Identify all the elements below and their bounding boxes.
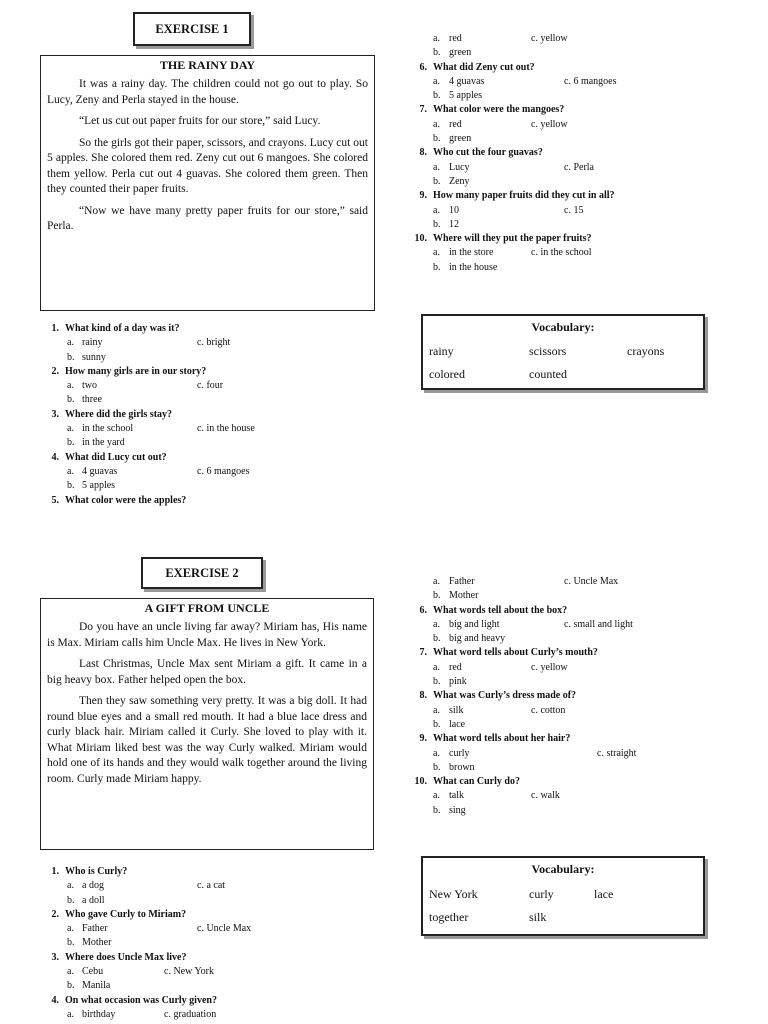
- answer-options: a. Father c. Uncle Max: [433, 576, 619, 587]
- answer-options: a. 10 c. 15: [433, 204, 584, 216]
- question: 10. Where will they put the paper fruits?: [414, 233, 592, 245]
- answer-options: b. 12: [433, 218, 459, 230]
- answer-options: b. sing: [433, 804, 466, 816]
- story-box-rainy-day: [40, 55, 375, 311]
- vocabulary-box: [421, 314, 705, 390]
- question: 1. Who is Curly?: [51, 866, 128, 877]
- answer-options: b. lace: [433, 718, 466, 730]
- story-paragraph: Do you have an uncle living far away? Miriam has, His name is Max. Miriam calls him Uncle Max. He lives in New York.: [47, 621, 367, 649]
- answer-options: b. 5 apples: [67, 480, 116, 492]
- answer-options: a. red c. yellow: [433, 118, 568, 130]
- answer-options: a. a dog c. a cat: [67, 880, 226, 892]
- answer-options: a. Father c. Uncle Max: [67, 923, 252, 935]
- exercise-2-title: EXERCISE 2: [141, 557, 263, 589]
- answer-options: b. pink: [433, 676, 467, 688]
- answer-options: a. in the school c. in the house: [67, 423, 255, 435]
- vocabulary-box: [421, 856, 705, 936]
- answer-options: a. two c. four: [67, 380, 224, 392]
- question: 5. What color were the apples?: [51, 494, 187, 506]
- question: 2. Who gave Curly to Miriam?: [51, 908, 187, 920]
- question: 8. What was Curly’s dress made of?: [419, 690, 577, 702]
- answer-options: a. birthday c. graduation: [67, 1008, 217, 1020]
- vocab-word: curly: [529, 887, 554, 901]
- story-paragraph: It was a rainy day. The children could not go out to play. So Lucy, Zeny and Perla stayed in the house.: [47, 78, 368, 106]
- answer-options: a. Cebu c. New York: [67, 966, 214, 978]
- answer-options: b. Mother: [433, 590, 479, 602]
- question: 6. What words tell about the box?: [419, 604, 568, 616]
- answer-options: a. curly c. straight: [433, 747, 637, 759]
- question: 6. What did Zeny cut out?: [419, 61, 535, 73]
- answer-options: a. red c. yellow: [433, 661, 568, 673]
- question: 8. Who cut the four guavas?: [419, 147, 543, 159]
- vocab-word: colored: [429, 367, 465, 381]
- question: 2. How many girls are in our story?: [51, 365, 207, 377]
- story-paragraph: “Now we have many pretty paper fruits for our store,” said Perla.: [47, 204, 368, 232]
- vocab-word: counted: [529, 367, 567, 381]
- vocab-word: lace: [594, 887, 614, 901]
- story-box-gift-from-uncle: [40, 598, 374, 850]
- answer-options: a. big and light c. small and light: [433, 618, 633, 630]
- vocab-word: crayons: [627, 344, 665, 358]
- vocab-word: silk: [529, 910, 547, 924]
- answer-options: a. talk c. walk: [433, 790, 560, 802]
- question-list: [414, 575, 753, 818]
- question: 9. What word tells about her hair?: [419, 733, 571, 745]
- answer-options: b. Manila: [67, 980, 111, 992]
- vocabulary-title: Vocabulary:: [531, 320, 595, 334]
- answer-options: b. in the house: [433, 261, 498, 273]
- answer-options: b. sunny: [67, 351, 106, 363]
- story-paragraph: Last Christmas, Uncle Max sent Miriam a gift. It came in a big heavy box. Father helped open the box.: [47, 658, 367, 686]
- vocab-word: rainy: [429, 344, 454, 358]
- question: 4. What did Lucy cut out?: [51, 451, 167, 463]
- answer-options: b. Mother: [67, 937, 112, 949]
- vocab-word: scissors: [529, 344, 567, 358]
- answer-options: b. brown: [433, 761, 475, 773]
- answer-options: b. in the yard: [67, 437, 125, 449]
- question: 3. Where does Uncle Max live?: [51, 951, 187, 963]
- answer-options: b. a doll: [67, 894, 105, 906]
- story-paragraph: “Let us cut out paper fruits for our store,” said Lucy.: [79, 115, 321, 127]
- answer-options: b. green: [433, 133, 472, 145]
- story-title: A GIFT FROM UNCLE: [144, 601, 270, 615]
- answer-options: a. red c. yellow: [433, 33, 568, 44]
- question: 4. On what occasion was Curly given?: [51, 994, 217, 1006]
- story-title: THE RAINY DAY: [159, 58, 256, 72]
- answer-options: a. silk c. cotton: [433, 704, 566, 716]
- question: 7. What word tells about Curly’s mouth?: [419, 647, 598, 659]
- question: 10. What can Curly do?: [414, 776, 520, 788]
- story-paragraph: Then they saw something very pretty. It was a big doll. It had round blue eyes and a small red mouth. It had a blue lace dress and curly black hair. Miriam called it Curly. She loved to play with it. What Miriam liked best was the way Curly walked. Miriam would hold one of its hands and they would walk together around the living room. Curly made Miriam happy.: [47, 695, 367, 785]
- question: 1. What kind of a day was it?: [51, 323, 180, 334]
- answer-options: a. in the store c. in the school: [433, 247, 592, 259]
- vocab-word: New York: [429, 887, 478, 901]
- answer-options: b. big and heavy: [433, 633, 506, 645]
- question: 9. How many paper fruits did they cut in all?: [419, 190, 615, 202]
- question-list: [51, 322, 365, 508]
- question: 3. Where did the girls stay?: [51, 408, 173, 420]
- answer-options: a. Lucy c. Perla: [433, 161, 594, 173]
- exercise-1-title: EXERCISE 1: [133, 12, 251, 46]
- answer-options: a. rainy c. bright: [67, 337, 231, 349]
- question: 7. What color were the mangoes?: [419, 104, 565, 116]
- answer-options: a. 4 guavas c. 6 mangoes: [433, 75, 617, 87]
- answer-options: b. Zeny: [433, 175, 470, 187]
- vocabulary-title: Vocabulary:: [531, 862, 595, 876]
- answer-options: a. 4 guavas c. 6 mangoes: [67, 465, 250, 477]
- story-paragraph: So the girls got their paper, scissors, and crayons. Lucy cut out 5 apples. She colored them red. Zeny cut out 6 mangoes. She colored them yellow. Perla cut out 4 guavas. She colored them green. Then they counted their paper fruits.: [47, 136, 368, 195]
- question-list: [414, 32, 753, 275]
- answer-options: b. 5 apples: [433, 90, 483, 102]
- vocab-word: together: [429, 910, 469, 924]
- answer-options: b. green: [433, 47, 472, 59]
- question-list: [51, 865, 365, 1022]
- answer-options: b. three: [67, 394, 102, 406]
